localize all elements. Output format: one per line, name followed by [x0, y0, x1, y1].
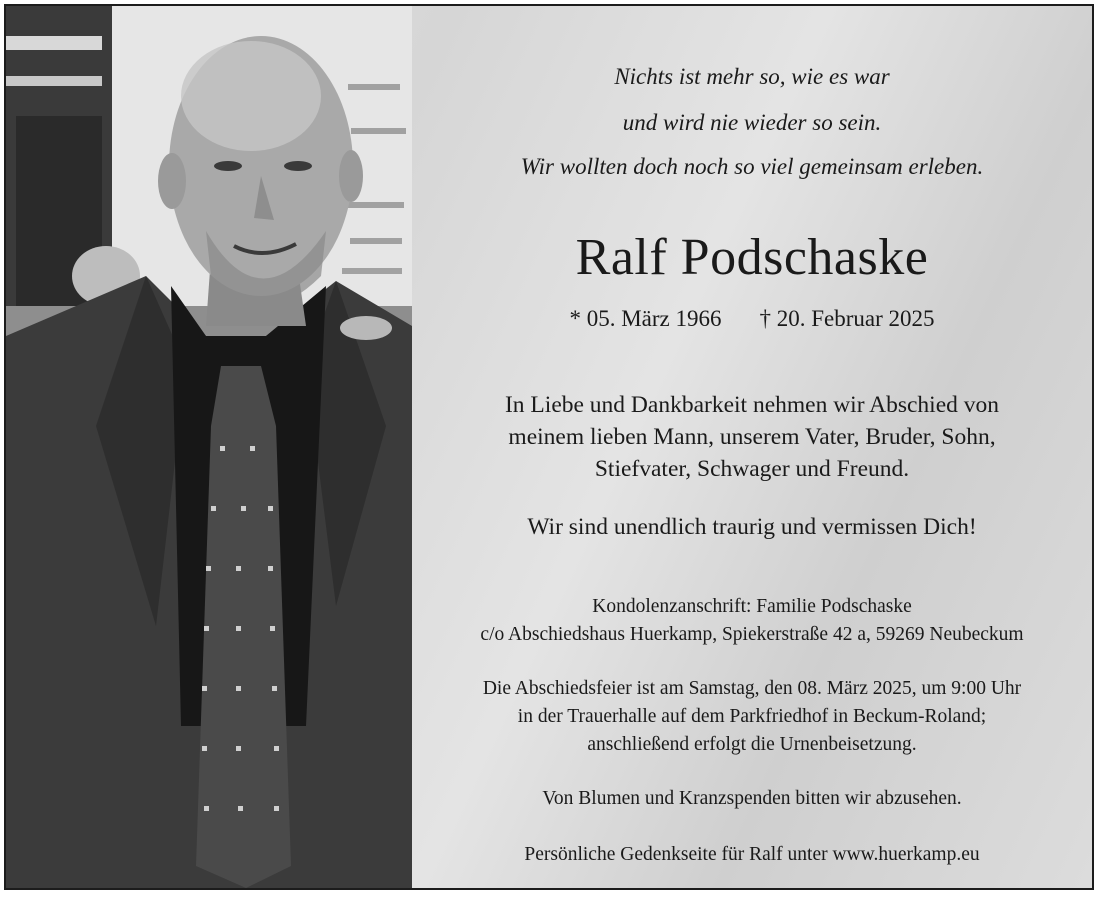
ceremony-line: Die Abschiedsfeier ist am Samstag, den 08. März 2025, um 9:00 Uhr: [482, 678, 1022, 699]
flowers-note: Von Blumen und Kranzspenden bitten wir abzusehen.: [542, 788, 962, 809]
obituary-text: [412, 6, 1092, 888]
ceremony-line: in der Trauerhalle auf dem Parkfriedhof in Beckum-Roland;: [517, 706, 987, 727]
farewell-line: meinem lieben Mann, unserem Vater, Bruder, Sohn,: [508, 424, 996, 450]
deceased-name: Ralf Podschaske: [575, 229, 929, 286]
life-dates: [412, 306, 1092, 332]
obituary-card: [4, 4, 1094, 890]
grief-line: Wir sind unendlich traurig und vermissen Dich!: [527, 514, 977, 540]
portrait-photo: [6, 6, 412, 888]
death-date: † 20. Februar 2025: [759, 306, 935, 331]
farewell-line: Stiefvater, Schwager und Freund.: [594, 456, 910, 482]
verse-line: Wir wollten doch noch so viel gemeinsam erleben.: [520, 154, 984, 179]
verse-line: und wird nie wieder so sein.: [622, 110, 882, 135]
ceremony-line: anschließend erfolgt die Urnenbeisetzung.: [587, 734, 917, 755]
memorial-page-link[interactable]: Persönliche Gedenkseite für Ralf unter www.huerkamp.eu: [524, 844, 980, 865]
condolence-line: Kondolenzanschrift: Familie Podschaske: [592, 596, 912, 617]
verse-line: Nichts ist mehr so, wie es war: [614, 64, 890, 89]
farewell-line: In Liebe und Dankbarkeit nehmen wir Abschied von: [504, 392, 1000, 418]
condolence-line: c/o Abschiedshaus Huerkamp, Spiekerstraße 42 a, 59269 Neubeckum: [480, 624, 1024, 645]
birth-date: * 05. März 1966: [569, 306, 722, 331]
